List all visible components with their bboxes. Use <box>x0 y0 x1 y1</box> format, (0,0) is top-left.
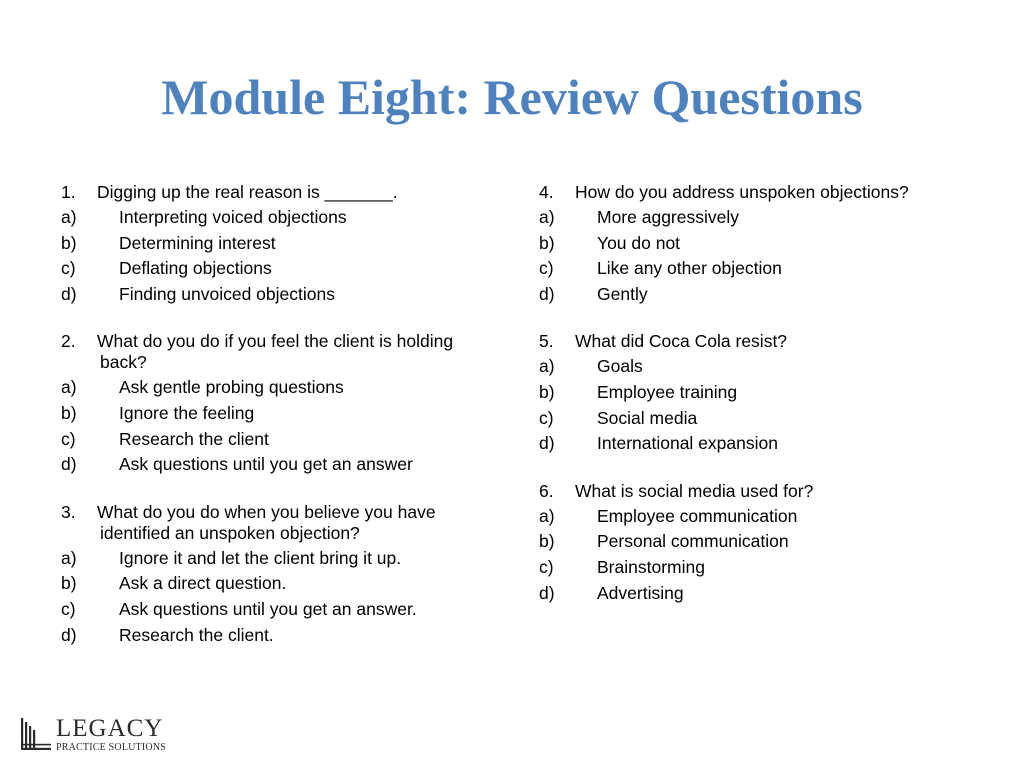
logo-tagline: PRACTICE SOLUTIONS <box>56 742 166 753</box>
option-letter: c) <box>61 598 76 619</box>
option-text: Ask a direct question. <box>119 573 287 594</box>
option-text: Goals <box>597 356 643 377</box>
answer-option <box>539 529 979 555</box>
option-letter: b) <box>61 402 77 423</box>
answer-option <box>61 401 511 427</box>
option-letter: b) <box>539 531 555 552</box>
question-block <box>539 180 979 307</box>
question-block <box>61 500 511 648</box>
question-block <box>61 329 511 477</box>
answer-option <box>61 597 511 623</box>
option-text: Advertising <box>597 582 684 603</box>
question-number: 3. <box>61 501 76 522</box>
question-number: 4. <box>539 182 554 202</box>
question-prompt <box>539 479 979 504</box>
question-number: 6. <box>539 480 554 501</box>
option-letter: a) <box>539 207 555 227</box>
option-letter: d) <box>61 454 77 475</box>
option-letter: a) <box>539 505 555 526</box>
answer-option <box>61 623 511 649</box>
option-text: Ignore it and let the client bring it up. <box>119 547 402 568</box>
answer-option <box>61 282 511 308</box>
question-number: 1. <box>61 182 76 202</box>
option-text: You do not <box>597 232 681 253</box>
question-text-continued: identified an unspoken objection? <box>100 522 360 543</box>
answer-option <box>539 555 979 581</box>
answer-option <box>539 354 979 380</box>
option-letter: c) <box>61 428 76 449</box>
answer-option <box>539 205 979 231</box>
question-text: What is social media used for? <box>575 480 814 501</box>
answer-option <box>539 282 979 308</box>
option-letter: a) <box>61 547 77 568</box>
option-text: Employee training <box>597 381 738 402</box>
question-text-continued: back? <box>100 352 147 373</box>
page-title: Module Eight: Review Questions <box>161 69 863 125</box>
question-spacer <box>61 478 511 500</box>
question-text: How do you address unspoken objections? <box>575 182 909 202</box>
logo-wordmark: LEGACY <box>56 715 164 742</box>
option-text: Ask questions until you get an answer. <box>119 598 417 619</box>
answer-option <box>61 427 511 453</box>
option-text: Brainstorming <box>597 556 705 577</box>
option-letter: a) <box>539 356 555 377</box>
option-letter: b) <box>61 232 77 253</box>
option-letter: d) <box>61 283 77 304</box>
question-spacer <box>61 307 511 329</box>
question-block <box>539 479 979 606</box>
answer-option <box>539 231 979 257</box>
option-text: Finding unvoiced objections <box>119 283 335 304</box>
answer-option <box>539 581 979 607</box>
answer-option <box>61 256 511 282</box>
option-text: International expansion <box>597 433 778 454</box>
answer-option <box>61 231 511 257</box>
option-letter: d) <box>61 624 77 645</box>
option-letter: d) <box>539 283 555 304</box>
option-letter: c) <box>539 407 554 428</box>
option-text: Ask questions until you get an answer <box>119 454 413 475</box>
question-prompt <box>61 500 511 546</box>
question-text: What do you do if you feel the client is holding <box>97 331 454 352</box>
option-text: Social media <box>597 407 698 428</box>
answer-option <box>61 452 511 478</box>
question-prompt <box>61 329 511 375</box>
answer-option <box>61 375 511 401</box>
option-text: Research the client <box>119 428 269 449</box>
option-text: Personal communication <box>597 531 789 552</box>
option-text: Research the client. <box>119 624 274 645</box>
option-letter: a) <box>61 377 77 398</box>
question-prompt <box>539 180 979 205</box>
option-text: Deflating objections <box>119 258 272 279</box>
question-prompt <box>61 180 511 205</box>
left-question-column <box>61 180 511 648</box>
option-letter: b) <box>539 381 555 402</box>
question-spacer <box>539 457 979 479</box>
right-question-column <box>539 180 979 606</box>
company-logo <box>20 716 180 756</box>
option-text: Interpreting voiced objections <box>119 207 347 227</box>
question-text: What did Coca Cola resist? <box>575 331 788 352</box>
answer-option <box>539 431 979 457</box>
legacy-logo-icon <box>20 716 52 752</box>
answer-option <box>61 205 511 231</box>
option-letter: d) <box>539 433 555 454</box>
option-text: Ask gentle probing questions <box>119 377 344 398</box>
question-number: 2. <box>61 331 76 352</box>
option-text: Like any other objection <box>597 258 782 279</box>
question-block <box>61 180 511 307</box>
question-text: What do you do when you believe you have <box>97 501 436 522</box>
option-letter: a) <box>61 207 77 227</box>
option-letter: c) <box>539 258 554 279</box>
option-text: Gently <box>597 283 648 304</box>
answer-option <box>61 571 511 597</box>
question-text: Digging up the real reason is _______. <box>97 182 398 202</box>
option-letter: b) <box>539 232 555 253</box>
answer-option <box>539 256 979 282</box>
answer-option <box>539 406 979 432</box>
option-text: Determining interest <box>119 232 276 253</box>
option-text: Ignore the feeling <box>119 402 255 423</box>
answer-option <box>539 380 979 406</box>
question-prompt <box>539 329 979 354</box>
question-spacer <box>539 307 979 329</box>
option-letter: b) <box>61 573 77 594</box>
option-letter: c) <box>539 556 554 577</box>
question-number: 5. <box>539 331 554 352</box>
answer-option <box>61 546 511 572</box>
option-text: More aggressively <box>597 207 739 227</box>
question-block <box>539 329 979 456</box>
option-letter: c) <box>61 258 76 279</box>
answer-option <box>539 504 979 530</box>
option-text: Employee communication <box>597 505 798 526</box>
option-letter: d) <box>539 582 555 603</box>
